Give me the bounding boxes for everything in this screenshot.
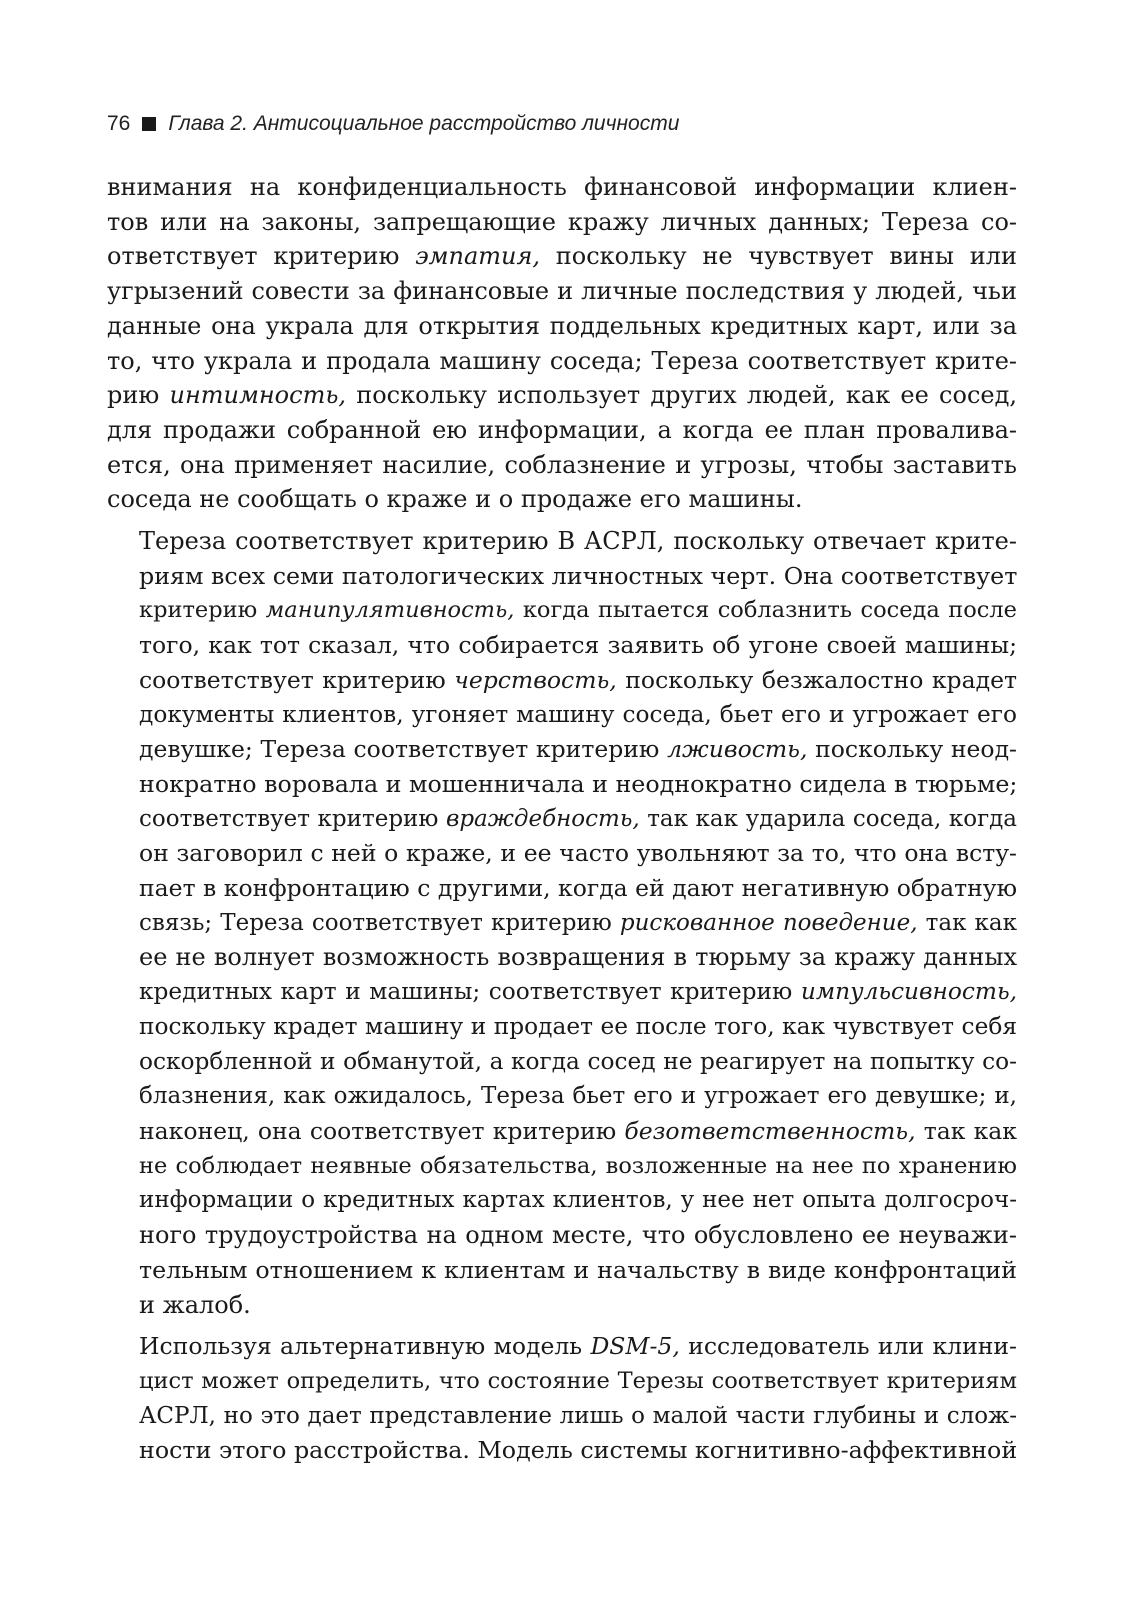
text-line (107, 1433, 1017, 1468)
text-run: то, что украла и продала машину соседа; Тереза соответствует крите- (107, 346, 1017, 375)
text-run: оскорбленной и обманутой, а когда сосед не реагирует на попытку со- (139, 1047, 1017, 1075)
text-run: исследователь или клини- (679, 1332, 1017, 1361)
text-line (107, 836, 1017, 871)
text-line (107, 940, 1017, 975)
text-line (107, 448, 1017, 483)
text-run: он заговорил с ней о краже, и ее часто увольняют за то, что она всту- (139, 839, 1017, 868)
text-run: информации о кредитных картах клиентов, у нее нет опыта долгосроч- (139, 1187, 1017, 1214)
italic-term: рискованное поведение, (619, 909, 918, 936)
text-line (107, 239, 1017, 274)
text-line (107, 1079, 1017, 1114)
text-line (107, 482, 1017, 517)
text-run: блазнения, как ожидалось, Тереза бьет его и угрожает его девушке; и, (139, 1083, 1017, 1110)
text-line (107, 1149, 1017, 1184)
text-run: не соблюдает неявные обязательства, возложенные на нее по хранению (139, 1152, 1017, 1179)
text-line (107, 1253, 1017, 1288)
text-run: данные она украла для открытия поддельных кредитных карт, или за (107, 311, 1017, 340)
paragraph (107, 1329, 1017, 1468)
text-run: ного трудоустройства на одном месте, что обусловлено ее неуважи- (139, 1221, 1017, 1250)
text-run: соответствует критерию (139, 805, 446, 832)
text-run: того, как тот сказал, что собирается заявить об угоне своей машины; (139, 631, 1017, 660)
text-line (107, 309, 1017, 344)
text-run: кредитных карт и машины; соответствует критерию (139, 978, 801, 1006)
body-text (107, 170, 1017, 1468)
text-line (107, 975, 1017, 1010)
text-line (107, 698, 1017, 733)
text-line (107, 767, 1017, 802)
text-run: поскольку крадет машину и продает ее после того, как чувствует себя (139, 1012, 1017, 1040)
text-line (107, 1329, 1017, 1364)
page-number: 76 (107, 112, 131, 135)
text-line (107, 524, 1017, 559)
text-run: так как ударила соседа, когда (639, 805, 1017, 832)
text-run: Тереза соответствует критерию В АСРЛ, поскольку отвечает крите- (139, 527, 1017, 556)
text-line (107, 274, 1017, 309)
running-head (107, 112, 679, 136)
text-line (107, 593, 1017, 628)
italic-term: эмпатия, (415, 242, 541, 271)
text-run: внимания на конфиденциальность финансовой информации клиен- (107, 173, 1017, 201)
text-run: так как (915, 1116, 1017, 1145)
text-run: соседа не сообщать о краже и о продаже его машины. (107, 485, 803, 514)
text-run: соответствует критерию (139, 665, 455, 694)
text-line (107, 871, 1017, 906)
text-run: связь; Тереза соответствует критерию (139, 909, 620, 936)
text-line (107, 378, 1017, 413)
text-line (107, 1183, 1017, 1218)
text-run: поскольку использует других людей, как ее сосед, (346, 381, 1017, 410)
text-run: и жалоб. (139, 1290, 251, 1319)
italic-term: безответственность, (624, 1116, 916, 1145)
text-line (107, 1364, 1017, 1399)
text-run: рию (107, 381, 170, 410)
text-line (107, 559, 1017, 594)
text-run: ности этого расстройства. Модель системы когнитивно-аффективной (139, 1436, 1018, 1465)
italic-term: враждебность, (445, 805, 640, 832)
text-line (107, 1045, 1017, 1080)
text-run: ответствует критерию (107, 242, 416, 271)
text-run: поскольку неод- (807, 735, 1017, 764)
italic-term: интимность, (169, 381, 347, 410)
text-run: пает в конфронтацию с другими, когда ей дают негативную обратную (139, 874, 1018, 903)
chapter-title: Глава 2. Антисоциальное расстройство личности (168, 112, 680, 135)
text-line (107, 1288, 1017, 1323)
text-run: так как (917, 909, 1017, 936)
text-run: риям всех семи патологических личностных черт. Она соответствует (139, 561, 1018, 590)
text-line (107, 1114, 1017, 1149)
text-line (107, 663, 1017, 698)
text-line (107, 1399, 1017, 1434)
square-bullet-icon (142, 117, 156, 131)
text-run: документы клиентов, угоняет машину соседа, бьет его и угрожает его (139, 700, 1017, 728)
text-line (107, 413, 1017, 448)
italic-term: лживость, (667, 735, 808, 764)
text-run: нократно воровала и мошенничала и неоднократно сидела в тюрьме; (139, 769, 1018, 798)
text-line (107, 1218, 1017, 1253)
text-run: цист может определить, что состояние Терезы соответствует критериям (139, 1367, 1017, 1394)
text-line (107, 802, 1017, 837)
italic-term: импульсивность, (800, 978, 1017, 1006)
text-line (107, 1010, 1017, 1045)
text-line (107, 170, 1017, 205)
text-run: когда пытается соблазнить соседа после (514, 597, 1017, 624)
text-run: тов или на законы, запрещающие кражу личных данных; Тереза со- (107, 207, 1017, 236)
text-line (107, 732, 1017, 767)
text-run: поскольку не чувствует вины или (540, 242, 1018, 271)
italic-term: черствость, (454, 665, 617, 694)
text-run: тельным отношением к клиентам и начальству в виде конфронтаций (139, 1255, 1017, 1284)
text-line (107, 906, 1017, 941)
text-line (107, 205, 1017, 240)
text-run: АСРЛ, но это дает представление лишь о малой части глубины и слож- (139, 1402, 1017, 1429)
text-line (107, 628, 1017, 663)
paragraph (107, 524, 1017, 1322)
text-run: поскольку безжалостно крадет (616, 665, 1017, 694)
italic-term: манипулятивность, (265, 597, 515, 624)
paragraph (107, 170, 1017, 517)
text-run: девушке; Тереза соответствует критерию (139, 735, 668, 764)
italic-term: DSM-5, (590, 1332, 680, 1361)
text-run: ется, она применяет насилие, соблазнение и угрозы, чтобы заставить (107, 450, 1017, 479)
text-run: критерию (139, 597, 266, 624)
text-run: наконец, она соответствует критерию (139, 1116, 625, 1145)
text-line (107, 344, 1017, 379)
text-run: для продажи собранной ею информации, а когда ее план проваливa- (107, 415, 1017, 444)
text-run: Используя альтернативную модель (139, 1332, 591, 1361)
text-run: угрызений совести за финансовые и личные последствия у людей, чьи (107, 277, 1017, 306)
text-run: ее не волнует возможность возвращения в тюрьму за кражу данных (139, 943, 1017, 972)
